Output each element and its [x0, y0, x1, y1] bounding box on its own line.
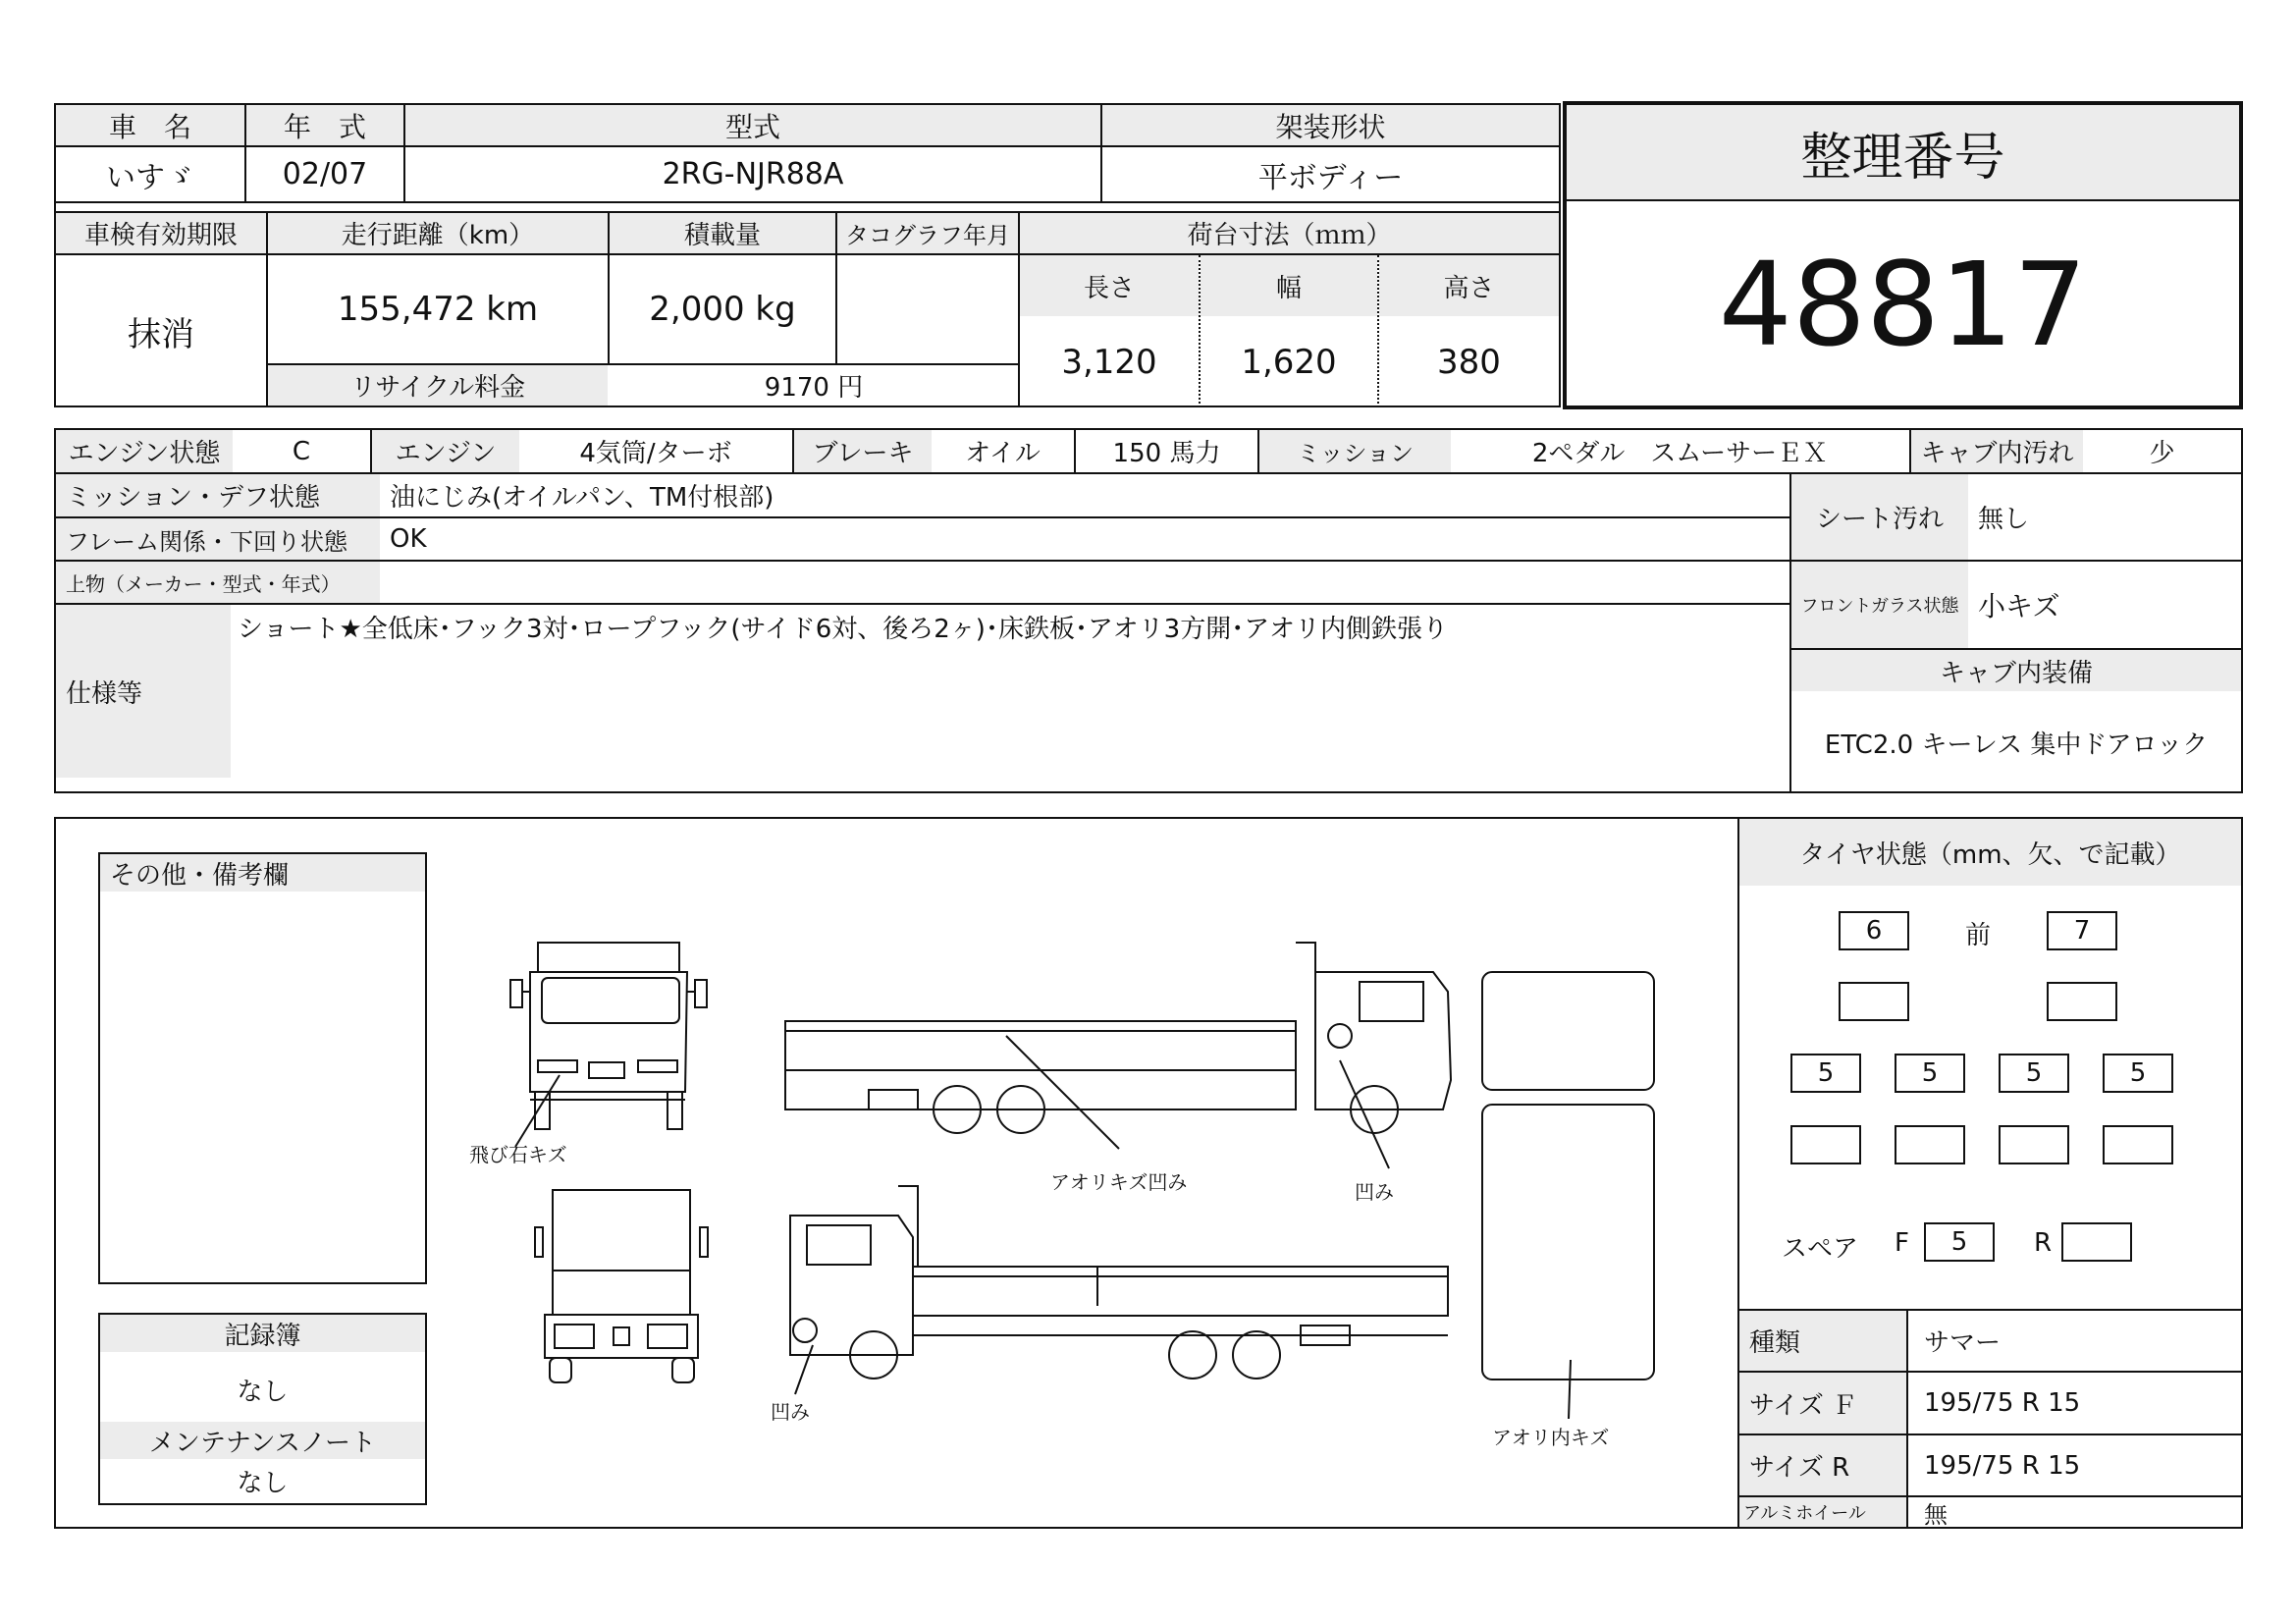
engine-state-header: エンジン状態 [56, 430, 233, 472]
model-header: 型式 [405, 105, 1100, 145]
tire-rear2-2 [1895, 1125, 1965, 1164]
tire-front-left: 6 [1839, 911, 1909, 950]
tire-rear-1: 5 [1790, 1054, 1861, 1093]
seat-dirt-header: シート汚れ [1791, 474, 1968, 560]
spare-f-value: 5 [1924, 1222, 1995, 1262]
length-value: 3,120 [1061, 343, 1157, 382]
dent-label-bottom: 凹み [771, 1400, 810, 1424]
tire-rear-3: 5 [1999, 1054, 2069, 1093]
load-value: 2,000 kg [649, 290, 796, 329]
inspection-value: 抹消 [128, 315, 194, 354]
height-header: 高さ [1379, 255, 1559, 316]
maintenance-value: なし [237, 1469, 289, 1498]
tire-front-label: 前 [1965, 921, 1992, 950]
mission-value: 2ペダル スムーサーＥＸ [1531, 439, 1829, 468]
tacho-value [837, 255, 1018, 363]
gate-dent-label: アオリキズ凹み [1050, 1170, 1188, 1194]
alu-wheel-value: 無 [1924, 1500, 1948, 1529]
width-value: 1,620 [1241, 343, 1337, 382]
tire-type-header: 種類 [1739, 1311, 1906, 1371]
tire-rear-2: 5 [1895, 1054, 1965, 1093]
tacho-header: タコグラフ年月 [837, 213, 1018, 253]
vehicle-body: 平ボディー [1257, 160, 1404, 195]
mileage-header: 走行距離（km） [268, 213, 608, 253]
spec-value: ショート★全低床･フック3対･ロープフック(サイド6対、後ろ2ヶ)･床鉄板･アオリ3方開･アオリ内側鉄張り [238, 615, 1448, 644]
spare-label: スペア [1782, 1234, 1859, 1264]
year-header: 年 式 [246, 105, 403, 145]
tire-front2-left [1839, 982, 1909, 1021]
tire-front2-right [2047, 982, 2117, 1021]
mission-diff-header: ミッション・デフ状態 [56, 474, 380, 516]
spare-r-label: R [2034, 1228, 2053, 1258]
other-notes-header: その他・備考欄 [100, 854, 425, 892]
width-header: 幅 [1201, 255, 1377, 316]
record-header: 記録簿 [100, 1315, 425, 1352]
reference-number: 48817 [1718, 236, 2088, 372]
seat-dirt-value: 無し [1978, 505, 2030, 534]
spare-f-label: F [1895, 1228, 1909, 1258]
upper-body-header: 上物（メーカー・型式・年式） [56, 562, 380, 603]
cab-equip-value: ETC2.0 キーレス 集中ドアロック [1824, 730, 2209, 760]
vehicle-model: 2RG-NJR88A [662, 157, 844, 191]
tire-size-f-header: サイズ Ｆ [1739, 1373, 1906, 1434]
tire-rear2-4 [2103, 1125, 2173, 1164]
dent-label-top: 凹み [1355, 1180, 1394, 1204]
tire-rear2-3 [1999, 1125, 2069, 1164]
other-notes-box [98, 852, 427, 1284]
horsepower-value: 150 馬力 [1112, 439, 1221, 468]
tire-size-r-value: 195/75 R 15 [1924, 1450, 2081, 1481]
recycle-value: 9170 円 [764, 373, 864, 403]
mission-header: ミッション [1259, 430, 1451, 472]
stone-chip-label: 飛び石キズ [469, 1143, 567, 1166]
brake-value: オイル [965, 439, 1041, 468]
engine-state-value: C [292, 436, 311, 466]
height-value: 380 [1437, 343, 1501, 382]
vehicle-name-header: 車 名 [56, 105, 244, 145]
cab-dirt-value: 少 [2149, 439, 2175, 468]
tire-type-value: サマー [1924, 1328, 2002, 1358]
body-header: 架装形状 [1102, 105, 1559, 145]
inspection-header: 車検有効期限 [56, 213, 266, 253]
spec-header: 仕様等 [56, 605, 231, 778]
alu-wheel-header: アルミホイール [1739, 1497, 1906, 1527]
maintenance-header: メンテナンスノート [100, 1422, 425, 1459]
reference-label: 整理番号 [1567, 105, 2239, 199]
mission-diff-value: 油にじみ(オイルパン、TM付根部) [390, 483, 774, 513]
engine-header: エンジン [372, 430, 519, 472]
windshield-header: フロントガラス状態 [1791, 562, 1968, 648]
upper-body-value [380, 562, 1784, 603]
spare-r-value [2061, 1222, 2132, 1262]
frame-header: フレーム関係・下回り状態 [56, 518, 380, 560]
vehicle-year: 02/07 [282, 157, 368, 191]
engine-value: 4気筒/ターボ [579, 439, 732, 468]
cab-equip-header: キャブ内装備 [1791, 650, 2241, 691]
brake-header: ブレーキ [794, 430, 932, 472]
gate-inner-scratch-label: アオリ内キズ [1492, 1426, 1610, 1449]
tire-rear-4: 5 [2103, 1054, 2173, 1093]
length-header: 長さ [1020, 255, 1199, 316]
tire-rear2-1 [1790, 1125, 1861, 1164]
bed-size-header: 荷台寸法（ｍｍ） [1020, 213, 1559, 253]
tire-front-right: 7 [2047, 911, 2117, 950]
tire-title: タイヤ状態（mm、欠、で記載） [1739, 819, 2241, 886]
frame-value: OK [390, 524, 427, 554]
vehicle-name: いすゞ [106, 160, 194, 195]
tire-size-f-value: 195/75 R 15 [1924, 1388, 2081, 1418]
windshield-value: 小キズ [1978, 590, 2060, 622]
tire-size-r-header: サイズ R [1739, 1435, 1906, 1495]
record-value: なし [237, 1377, 289, 1407]
cab-dirt-header: キャブ内汚れ [1911, 430, 2083, 472]
load-header: 積載量 [610, 213, 835, 253]
recycle-label: リサイクル料金 [268, 365, 608, 406]
mileage-value: 155,472 km [337, 290, 539, 329]
